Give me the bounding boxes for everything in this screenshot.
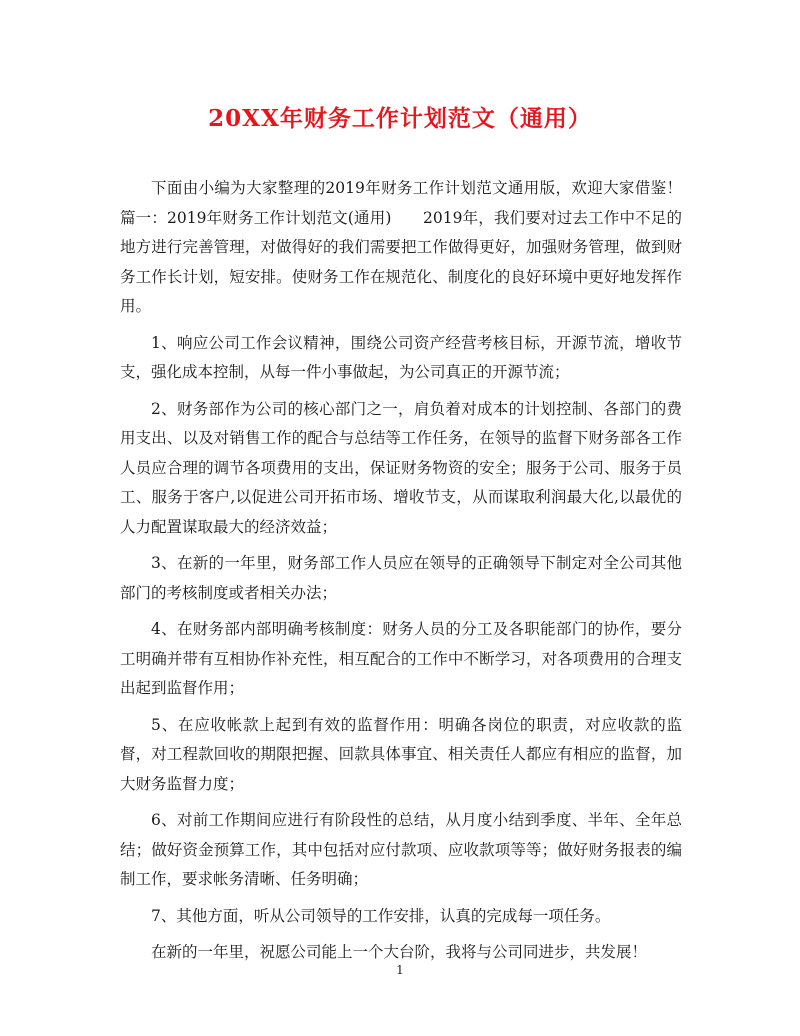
paragraph-item-2: 2、财务部作为公司的核心部门之一，肩负着对成本的计划控制、各部门的费用支出、以及对销售工作的配合与总结等工作任务，在领导的监督下财务部各工作人员应合理的调节各项费用的支出，保证财务物资的安全；服务于公司、服务于员工、服务于客户,以促进公司开拓市场、增收节支，从而谋取利润最大化,以最优的人力配置谋取最大的经济效益； (120, 399, 682, 536)
paragraph-item-6: 6、对前工作期间应进行有阶段性的总结，从月度小结到季度、半年、全年总结；做好资金预算工作，其中包括对应付款项、应收款项等等；做好财务报表的编制工作，要求帐务清晰、任务明确； (120, 811, 682, 888)
paragraph-item-3: 3、在新的一年里，财务部工作人员应在领导的正确领导下制定对全公司其他部门的考核制度或者相关办法； (120, 554, 682, 602)
paragraph-intro: 下面由小编为大家整理的2019年财务工作计划范文通用版，欢迎大家借鉴！篇一：2019年财务工作计划范文(通用) 2019年，我们要对过去工作中不足的地方进行完善管理，对做得好的我们需要把工作做得更好，加强财务管理，做到财务工作长计划，短安排。使财务工作在规范化、制度化的良好环境中更好地发挥作用。 (120, 179, 682, 315)
document-title: 20XX年财务工作计划范文（通用） (208, 105, 592, 132)
document-body (120, 174, 682, 968)
paragraph-item-5: 5、在应收帐款上起到有效的监督作用：明确各岗位的职责，对应收款的监督，对工程款回收的期限把握、回款具体事宜、相关责任人都应有相应的监督，加大财务监督力度； (120, 715, 682, 793)
page-number: 1 (396, 963, 404, 977)
paragraph-item-1: 1、响应公司工作会议精神，围绕公司资产经营考核目标，开源节流，增收节支，强化成本控制，从每一件小事做起，为公司真正的开源节流； (120, 333, 682, 381)
paragraph-item-7: 7、其他方面，听从公司领导的工作安排，认真的完成每一项任务。 (151, 906, 611, 925)
paragraph-item-4: 4、在财务部内部明确考核制度：财务人员的分工及各职能部门的协作，要分工明确并带有互相协作补充性，相互配合的工作中不断学习，对各项费用的合理支出起到监督作用； (120, 620, 682, 697)
paragraph-closing: 在新的一年里，祝愿公司能上一个大台阶，我将与公司同进步，共发展！ (151, 943, 648, 961)
